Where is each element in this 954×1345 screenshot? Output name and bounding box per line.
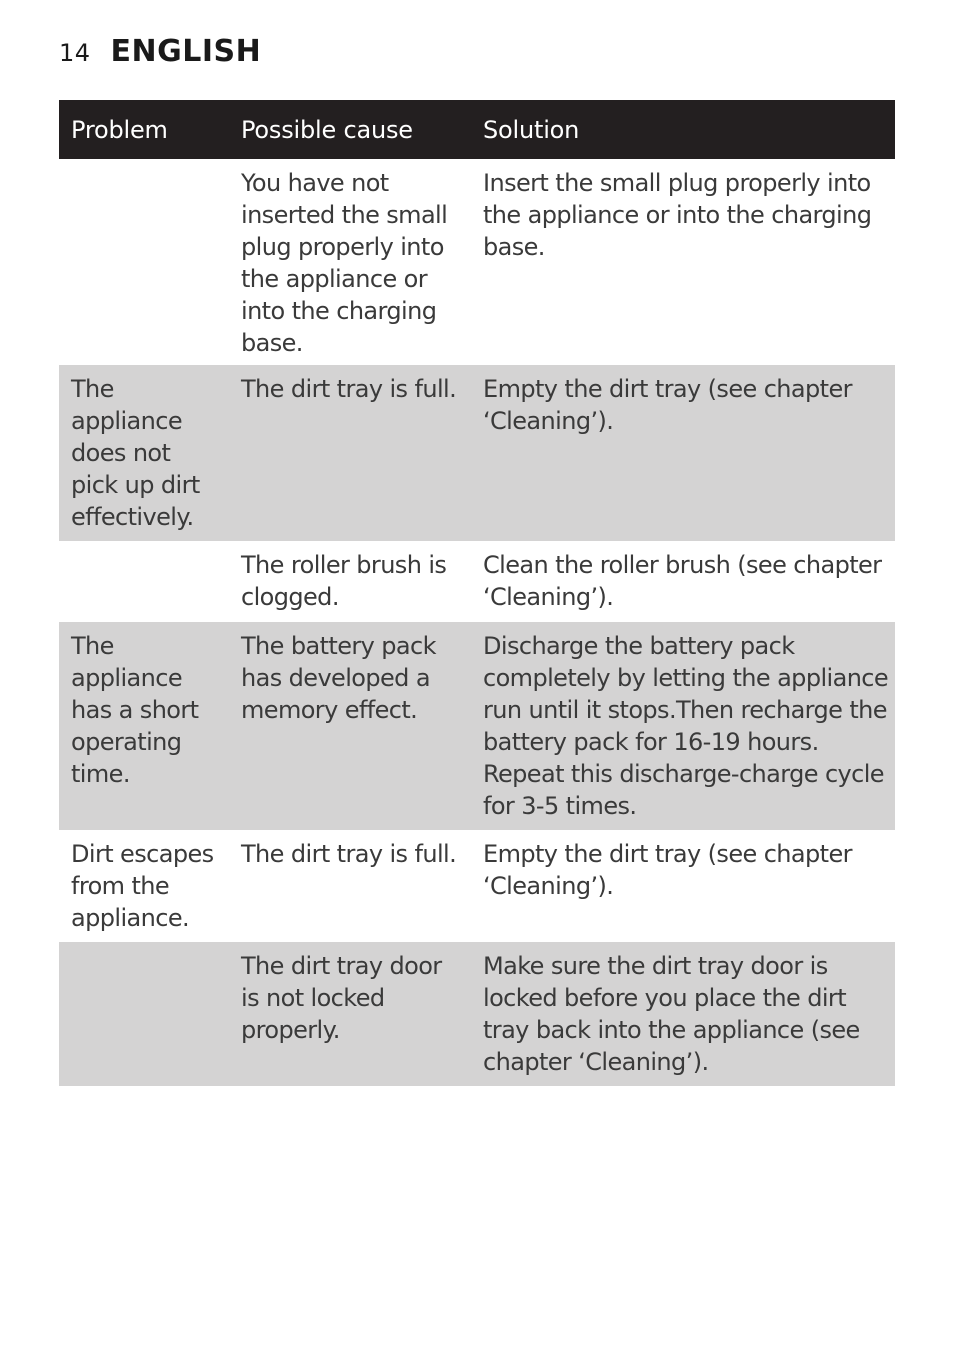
table-row [59, 365, 895, 541]
cause-cell: The roller brush is clogged. [229, 541, 471, 622]
solution-cell: Clean the roller brush (see chapter ‘Cleaning’). [471, 541, 895, 622]
solution-cell: Empty the dirt tray (see chapter ‘Cleaning’). [471, 830, 895, 942]
table-row [59, 159, 895, 365]
problem-cell [59, 159, 229, 365]
solution-cell: Empty the dirt tray (see chapter ‘Cleaning’). [471, 365, 895, 541]
table-row [59, 541, 895, 622]
problem-cell: The appliance has a short operating time. [59, 622, 229, 830]
problem-cell [59, 942, 229, 1086]
cause-cell: You have not inserted the small plug properly into the appliance or into the charging base. [229, 159, 471, 365]
page-number: 14 [59, 39, 91, 67]
cause-cell: The dirt tray door is not locked properly. [229, 942, 471, 1086]
solution-cell: Make sure the dirt tray door is locked before you place the dirt tray back into the appliance (see chapter ‘Cleaning’). [471, 942, 895, 1086]
page-header [59, 34, 261, 74]
table-header-row [59, 100, 895, 159]
table-row [59, 830, 895, 942]
table-row [59, 942, 895, 1086]
solution-cell: Discharge the battery pack completely by letting the appliance run until it stops.Then recharge the battery pack for 16-19 hours. Repeat this discharge-charge cycle for 3-5 times. [471, 622, 895, 830]
problem-cell [59, 541, 229, 622]
cause-cell: The dirt tray is full. [229, 365, 471, 541]
language-title: ENGLISH [110, 34, 262, 69]
column-header-cause: Possible cause [229, 100, 471, 159]
troubleshooting-table [59, 100, 895, 1086]
column-header-solution: Solution [471, 100, 895, 159]
solution-cell: Insert the small plug properly into the appliance or into the charging base. [471, 159, 895, 365]
table-row [59, 622, 895, 830]
cause-cell: The dirt tray is full. [229, 830, 471, 942]
cause-cell: The battery pack has developed a memory effect. [229, 622, 471, 830]
problem-cell: The appliance does not pick up dirt effectively. [59, 365, 229, 541]
problem-cell: Dirt escapes from the appliance. [59, 830, 229, 942]
column-header-problem: Problem [59, 100, 229, 159]
